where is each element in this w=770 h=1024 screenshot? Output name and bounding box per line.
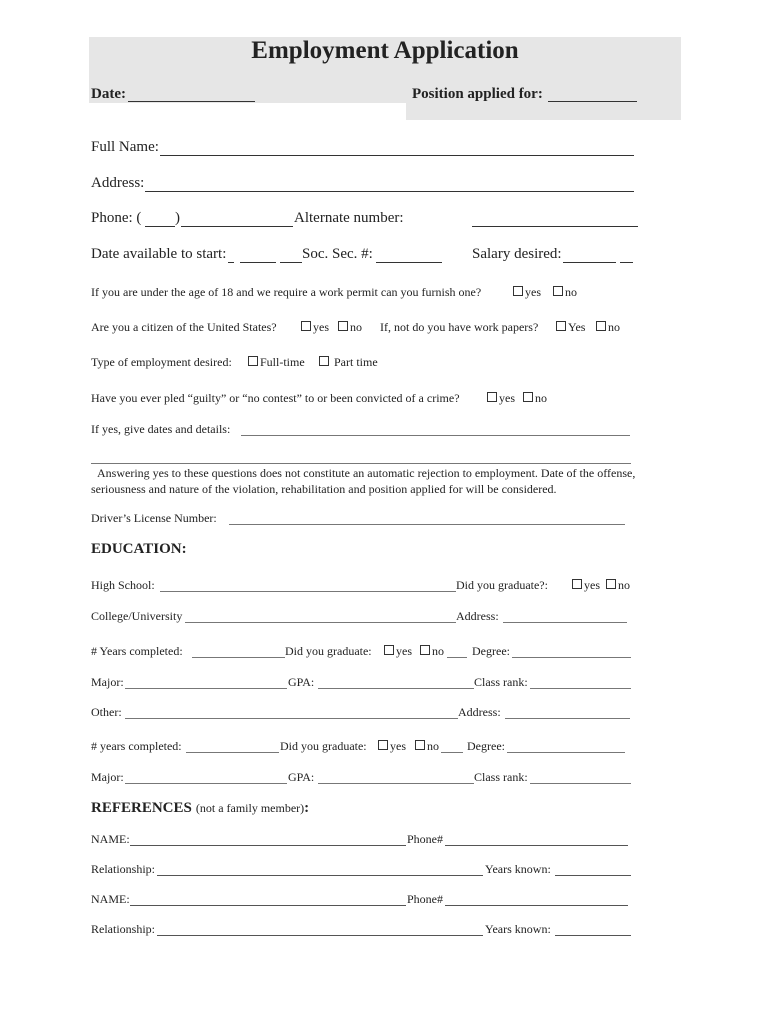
checkbox-icon <box>338 321 348 331</box>
graduate-no-checkbox-1[interactable]: no <box>420 644 444 659</box>
citizen-question: Are you a citizen of the United States? <box>91 320 277 334</box>
page-title: Employment Application <box>251 37 519 64</box>
ssn-field[interactable] <box>376 262 442 263</box>
degree-label-2: Degree: <box>467 739 505 753</box>
details-field-2[interactable] <box>91 463 631 464</box>
other-field[interactable] <box>125 718 458 719</box>
ref2-phone-label: Phone# <box>407 892 443 906</box>
other-address-field[interactable] <box>505 718 630 719</box>
hs-graduate-no-checkbox[interactable]: no <box>606 578 630 593</box>
checkbox-icon <box>420 645 430 655</box>
hs-graduate-question: Did you graduate?: <box>456 578 548 592</box>
ref2-relationship-field[interactable] <box>157 935 483 936</box>
address-label: Address: <box>91 175 145 191</box>
years-completed-label-1: # Years completed: <box>91 644 183 658</box>
date-available-field-1[interactable] <box>228 262 234 263</box>
checkbox-icon <box>415 740 425 750</box>
graduate-question-1: Did you graduate: <box>285 644 372 658</box>
license-label: Driver’s License Number: <box>91 511 217 525</box>
class-rank-label-1: Class rank: <box>474 675 528 689</box>
years-completed-field-2[interactable] <box>186 752 279 753</box>
checkbox-icon <box>572 579 582 589</box>
ref1-phone-label: Phone# <box>407 832 443 846</box>
checkbox-icon <box>523 392 533 402</box>
ref1-phone-field[interactable] <box>445 845 628 846</box>
disclaimer-line-1: Answering yes to these questions does not constitute an automatic rejection to employment. Date of the offense, <box>97 466 636 480</box>
fulltime-checkbox[interactable]: Full-time <box>248 355 305 370</box>
major-label-2: Major: <box>91 770 124 784</box>
disclaimer-line-2: seriousness and nature of the violation, rehabilitation and position applied for will be considered. <box>91 482 557 496</box>
major-field-2[interactable] <box>125 783 287 784</box>
employment-type-question: Type of employment desired: <box>91 355 232 369</box>
date-available-field-2[interactable] <box>240 262 276 263</box>
salary-field-2[interactable] <box>620 262 633 263</box>
other-address-label: Address: <box>458 705 501 719</box>
date-available-label: Date available to start: <box>91 246 227 262</box>
ref1-name-label: NAME: <box>91 832 130 846</box>
phone-field[interactable] <box>181 226 293 227</box>
checkbox-icon <box>319 356 329 366</box>
graduate-question-2: Did you graduate: <box>280 739 367 753</box>
high-school-field[interactable] <box>160 591 456 592</box>
years-completed-label-2: # years completed: <box>91 739 182 753</box>
graduate-blank-1[interactable] <box>447 657 467 658</box>
salary-field-1[interactable] <box>563 262 616 263</box>
ref2-name-label: NAME: <box>91 892 130 906</box>
license-field[interactable] <box>229 524 625 525</box>
phone-area-field[interactable] <box>145 226 175 227</box>
parttime-checkbox[interactable]: Part time <box>319 355 378 370</box>
date-available-field-3[interactable] <box>280 262 302 263</box>
checkbox-icon <box>378 740 388 750</box>
checkbox-icon <box>596 321 606 331</box>
ssn-label: Soc. Sec. #: <box>302 246 373 262</box>
hs-graduate-yes-checkbox[interactable]: yes <box>572 578 600 593</box>
ref2-relationship-label: Relationship: <box>91 922 155 936</box>
ref2-phone-field[interactable] <box>445 905 628 906</box>
degree-label-1: Degree: <box>472 644 510 658</box>
college-field[interactable] <box>185 622 456 623</box>
checkbox-icon <box>301 321 311 331</box>
details-label: If yes, give dates and details: <box>91 422 231 436</box>
class-rank-field-1[interactable] <box>530 688 631 689</box>
permit-yes-checkbox[interactable]: yes <box>513 285 541 300</box>
ref1-years-known-label: Years known: <box>485 862 551 876</box>
ref1-years-known-field[interactable] <box>555 875 631 876</box>
college-address-field[interactable] <box>503 622 627 623</box>
graduate-blank-2[interactable] <box>441 752 463 753</box>
class-rank-label-2: Class rank: <box>474 770 528 784</box>
years-completed-field-1[interactable] <box>192 657 285 658</box>
checkbox-icon <box>384 645 394 655</box>
graduate-yes-checkbox-2[interactable]: yes <box>378 739 406 754</box>
checkbox-icon <box>248 356 258 366</box>
gpa-field-2[interactable] <box>318 783 474 784</box>
major-label-1: Major: <box>91 675 124 689</box>
references-heading: REFERENCES <box>91 800 192 816</box>
papers-question: If, not do you have work papers? <box>380 320 539 334</box>
permit-no-checkbox[interactable]: no <box>553 285 577 300</box>
checkbox-icon <box>513 286 523 296</box>
checkbox-icon <box>487 392 497 402</box>
checkbox-icon <box>553 286 563 296</box>
education-heading: EDUCATION: <box>91 541 187 557</box>
references-heading-row <box>91 799 309 817</box>
ref2-years-known-field[interactable] <box>555 935 631 936</box>
gpa-field-1[interactable] <box>318 688 474 689</box>
permit-question: If you are under the age of 18 and we require a work permit can you furnish one? <box>91 285 482 299</box>
papers-yes-checkbox[interactable]: Yes <box>556 320 585 335</box>
class-rank-field-2[interactable] <box>530 783 631 784</box>
ref1-relationship-label: Relationship: <box>91 862 155 876</box>
gpa-label-1: GPA: <box>288 675 315 689</box>
crime-no-checkbox[interactable]: no <box>523 391 547 406</box>
date-field[interactable] <box>128 101 255 102</box>
ref2-years-known-label: Years known: <box>485 922 551 936</box>
citizen-yes-checkbox[interactable]: yes <box>301 320 329 335</box>
references-colon: : <box>304 800 310 816</box>
graduate-yes-checkbox-1[interactable]: yes <box>384 644 412 659</box>
college-address-label: Address: <box>456 609 499 623</box>
full-name-label: Full Name: <box>91 139 159 155</box>
references-note: (not a family member) <box>195 801 305 815</box>
ref1-relationship-field[interactable] <box>157 875 483 876</box>
ref1-name-field[interactable] <box>130 845 406 846</box>
graduate-no-checkbox-2[interactable]: no <box>415 739 439 754</box>
gpa-label-2: GPA: <box>288 770 315 784</box>
salary-label: Salary desired: <box>472 246 562 262</box>
degree-field-1[interactable] <box>512 657 631 658</box>
crime-question: Have you ever pled “guilty” or “no contest” to or been convicted of a crime? <box>91 391 460 405</box>
college-label: College/University <box>91 609 183 623</box>
crime-yes-checkbox[interactable]: yes <box>487 391 515 406</box>
citizen-no-checkbox[interactable]: no <box>338 320 362 335</box>
papers-no-checkbox[interactable]: no <box>596 320 620 335</box>
ref2-name-field[interactable] <box>130 905 406 906</box>
other-label: Other: <box>91 705 122 719</box>
full-name-field[interactable] <box>160 155 634 156</box>
date-label: Date: <box>91 86 126 102</box>
phone-paren: ) <box>175 210 180 226</box>
details-field[interactable] <box>241 435 630 436</box>
alternate-field[interactable] <box>472 226 638 227</box>
checkbox-icon <box>556 321 566 331</box>
address-field[interactable] <box>145 191 634 192</box>
alternate-label: Alternate number: <box>294 210 404 226</box>
major-field-1[interactable] <box>125 688 287 689</box>
position-label: Position applied for: <box>412 86 543 102</box>
phone-label: Phone: ( <box>91 210 142 226</box>
position-field[interactable] <box>548 101 637 102</box>
checkbox-icon <box>606 579 616 589</box>
degree-field-2[interactable] <box>507 752 625 753</box>
high-school-label: High School: <box>91 578 155 592</box>
